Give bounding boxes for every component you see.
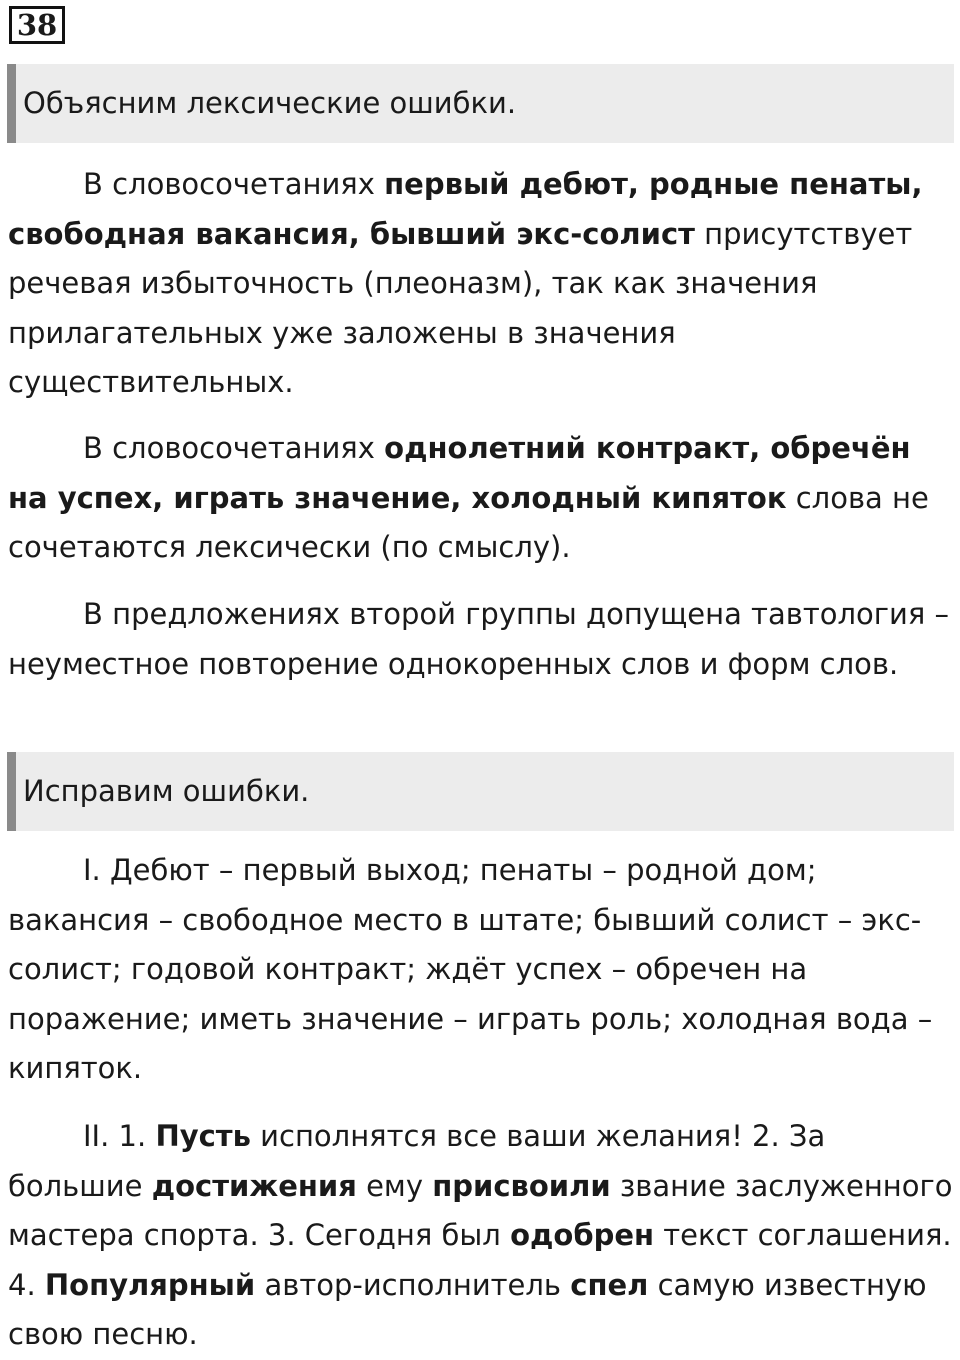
bold-word: присвоили [432,1168,611,1203]
paragraph-corrections-part2 [8,1112,954,1360]
text-run: I. Дебют – первый выход; пенаты – родной дом; вакансия – свободное место в штате; бывший солист – экс-солист; годовой контракт; ждёт успех – обречен на поражение; иметь значение – играть роль; холодная вода – кипяток. [8,853,933,1085]
bold-word: Популярный [44,1267,256,1302]
text-run: самую известную свою песню. [8,1267,927,1351]
bold-word: достижения [151,1168,357,1203]
text-run: В предложениях второй группы допущена тавтология – неуместное повторение однокоренных слов и форм слов. [8,597,949,681]
bold-phrases: однолетний контракт, обречён на успех, играть значение, холодный кипяток [8,431,911,515]
paragraph-tautology [8,590,954,689]
text-run: ему [356,1168,433,1203]
text-run: В словосочетаниях [83,431,385,465]
section-heading-fix: Исправим ошибки. [7,752,954,831]
paragraph-lexical-compatibility [8,424,954,573]
task-number-box: 38 [9,6,65,44]
bold-word: одобрен [510,1218,655,1252]
text-run: II. 1. [83,1119,156,1153]
bold-word: Пусть [155,1119,251,1153]
text-run: текст соглашения. 4. [8,1218,952,1302]
text-run: присутствует речевая избыточность (плеоназм), так как значения прилагательных уже заложены в значения существительных. [8,216,913,399]
section-heading-explain: Объясним лексические ошибки. [7,64,954,143]
text-run: слова не сочетаются лексически (по смыслу). [8,480,929,564]
text-run: исполнятся все ваши желания! 2. За большие [8,1119,826,1203]
paragraph-pleonasm [8,160,954,408]
text-run: звание заслуженного мастера спорта. 3. Сегодня был [8,1168,953,1252]
text-run: автор-исполнитель [255,1267,571,1302]
paragraph-corrections-part1 [8,846,954,1094]
bold-word: спел [570,1267,649,1302]
text-run: В словосочетаниях [83,167,385,201]
bold-phrases: первый дебют, родные пенаты, свободная вакансия, бывший экс-солист [8,167,923,251]
